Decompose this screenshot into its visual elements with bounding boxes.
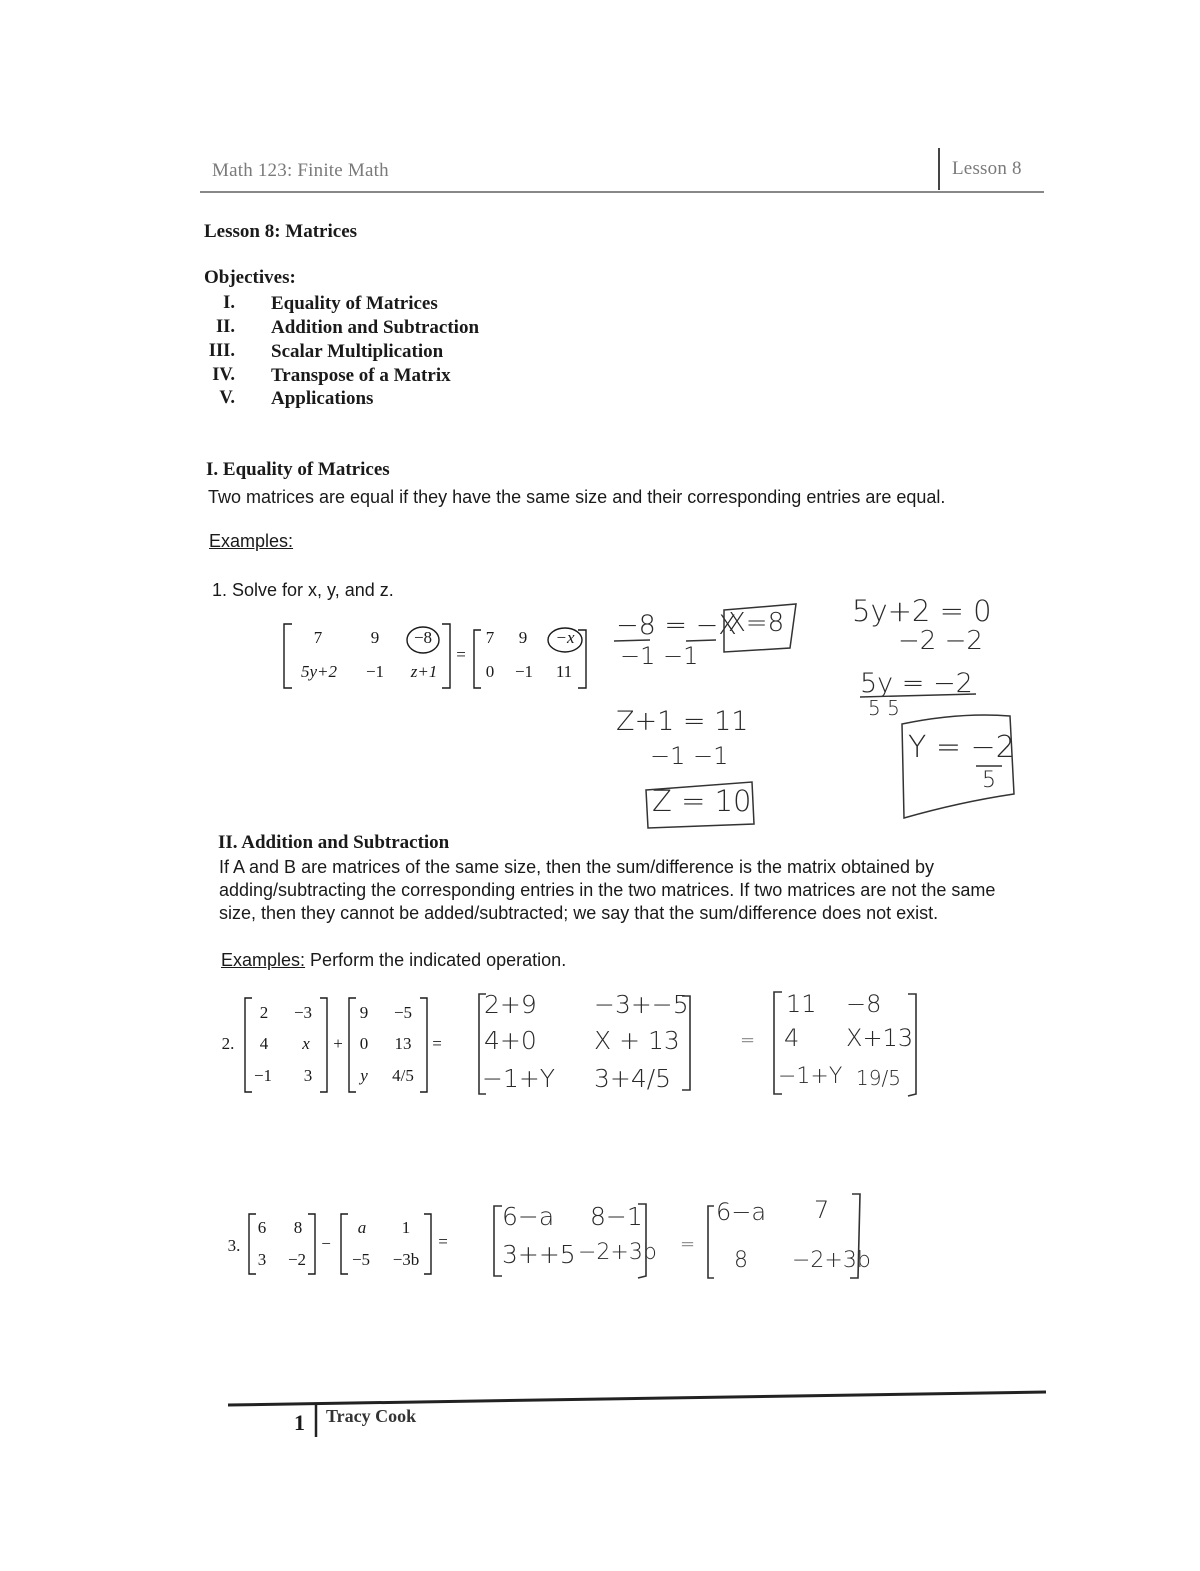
bracket-right xyxy=(308,1214,315,1274)
matrix-cell: −5 xyxy=(393,1003,413,1022)
matrix-cell: 7 xyxy=(313,628,323,647)
section1-heading: I. Equality of Matrices xyxy=(206,459,390,480)
page-number: 1 xyxy=(294,1410,305,1435)
equals-sign: = xyxy=(432,1034,442,1053)
bracket-left xyxy=(494,1206,502,1276)
handwritten-cell: −1+Y xyxy=(778,1064,843,1089)
matrix-cell: 9 xyxy=(370,628,380,647)
bracket-left xyxy=(249,1214,256,1274)
section1-definition: Two matrices are equal if they have the same size and their corresponding entries are equal. xyxy=(208,487,946,507)
bracket-right xyxy=(850,1194,860,1278)
bracket-left xyxy=(245,998,252,1092)
matrix-cell: 7 xyxy=(485,628,495,647)
example-number: 2. xyxy=(221,1034,235,1053)
bracket-right xyxy=(420,998,427,1092)
objectives-heading: Objectives: xyxy=(204,267,296,288)
section2-definition-line3: size, then they cannot be added/subtracted; we say that the sum/difference does not exist. xyxy=(219,903,939,923)
handwritten-cell: 8 xyxy=(734,1248,748,1273)
handwritten-z-equation: Z+1 = 11 xyxy=(616,706,749,737)
section2-examples-label: Examples: xyxy=(221,950,306,970)
circle-mark xyxy=(548,628,582,652)
matrix-cell: 9 xyxy=(518,628,528,647)
handwritten-cell: 2+9 xyxy=(484,990,537,1019)
matrix-cell: 0 xyxy=(485,662,495,681)
matrix-cell: 3 xyxy=(257,1250,267,1269)
matrix-cell: 4 xyxy=(259,1034,269,1053)
section2-examples-text: Perform the indicated operation. xyxy=(305,950,567,970)
handwritten-cell: −2+3b xyxy=(578,1240,657,1265)
matrix-cell: −1 xyxy=(253,1066,273,1085)
section2-definition-line2: adding/subtracting the corresponding entries in the two matrices. If two matrices are not the same xyxy=(219,880,996,900)
handwritten-equals: = xyxy=(680,1234,696,1255)
matrix-cell: −1 xyxy=(365,662,385,681)
matrix-cell: 3 xyxy=(303,1066,313,1085)
bracket-right xyxy=(682,996,690,1090)
handwritten-cell: 8−1 xyxy=(590,1202,643,1231)
handwritten-y-answer-denominator: 5 xyxy=(982,768,996,793)
matrix-cell: −2 xyxy=(287,1250,307,1269)
handwritten-y-subtract: −2 −2 xyxy=(898,626,983,656)
matrix-cell: 4/5 xyxy=(392,1066,414,1085)
matrix-cell: −3 xyxy=(293,1003,313,1022)
lesson-title: Lesson 8: Matrices xyxy=(204,221,358,242)
handwritten-cell: 4+0 xyxy=(484,1026,537,1055)
section1-examples-label: Examples: xyxy=(209,531,294,551)
example-number: 3. xyxy=(227,1236,241,1255)
handwritten-cell: 7 xyxy=(814,1196,830,1224)
matrix-cell-circled: −8 xyxy=(413,628,433,647)
course-title: Math 123: Finite Math xyxy=(212,160,389,181)
minus-sign: − xyxy=(321,1234,331,1253)
answer-box xyxy=(646,782,754,828)
bracket-right xyxy=(908,994,916,1096)
bracket-left xyxy=(284,624,292,688)
bracket-left xyxy=(341,1214,348,1274)
bracket-left xyxy=(708,1206,714,1278)
objective-text: Equality of Matrices xyxy=(271,293,438,314)
bracket-right xyxy=(638,1204,646,1278)
problem1-prompt: 1. Solve for x, y, and z. xyxy=(212,580,394,600)
matrix-cell: 11 xyxy=(555,662,573,681)
lesson-tag: Lesson 8 xyxy=(952,158,1022,179)
bracket-right xyxy=(424,1214,431,1274)
answer-box xyxy=(724,604,796,652)
handwritten-cell: −3+−5 xyxy=(594,990,689,1019)
matrix-cell: z+1 xyxy=(410,662,438,681)
handwritten-y-step: 5y = −2 xyxy=(860,668,973,699)
matrix-cell: 0 xyxy=(359,1034,369,1053)
handwritten-cell: −8 xyxy=(846,990,882,1018)
objective-text: Transpose of a Matrix xyxy=(271,365,451,386)
handwritten-cell: 3++5 xyxy=(502,1240,576,1269)
matrix-cell: −1 xyxy=(514,662,534,681)
matrix-cell: x xyxy=(302,1034,310,1053)
handwritten-y-equation: 5y+2 = 0 xyxy=(852,594,992,628)
handwritten-cell: 11 xyxy=(786,990,817,1018)
bracket-left xyxy=(774,992,782,1094)
objective-text: Applications xyxy=(271,388,374,409)
matrix-cell: 13 xyxy=(394,1034,412,1053)
handwritten-cell: −1+Y xyxy=(482,1064,556,1093)
handwritten-cell: 19/5 xyxy=(856,1066,901,1090)
objective-number: I. xyxy=(223,293,235,313)
author-name: Tracy Cook xyxy=(326,1406,417,1426)
objective-text: Scalar Multiplication xyxy=(271,341,444,362)
equals-sign: = xyxy=(456,645,466,664)
handwritten-cell: X+13 xyxy=(846,1024,914,1052)
handwritten-y-divisor: 5 5 xyxy=(868,696,900,720)
footer-rule xyxy=(228,1392,1046,1405)
handwritten-cell: 4 xyxy=(784,1024,800,1052)
objective-number: III. xyxy=(208,341,235,361)
handwritten-cell: 6−a xyxy=(716,1198,767,1226)
handwritten-x-answer: X=8 xyxy=(728,608,785,638)
bracket-left xyxy=(349,998,356,1092)
matrix-cell-circled: −x xyxy=(555,628,575,647)
handwritten-equals: = xyxy=(740,1030,756,1051)
matrix-cell: −5 xyxy=(351,1250,371,1269)
plus-sign: + xyxy=(333,1034,343,1053)
bracket-left xyxy=(474,630,481,688)
matrix-cell: 5y+2 xyxy=(300,662,338,681)
matrix-cell: 2 xyxy=(259,1003,269,1022)
handwritten-x-equation: −8 = −X xyxy=(616,610,737,641)
matrix-cell: 9 xyxy=(359,1003,369,1022)
matrix-cell: 6 xyxy=(257,1218,267,1237)
equals-sign: = xyxy=(438,1232,448,1251)
matrix-cell: −3b xyxy=(392,1250,420,1269)
fraction-bar xyxy=(860,694,976,697)
handwritten-cell: 6−a xyxy=(502,1202,555,1231)
matrix-cell: y xyxy=(360,1066,368,1085)
section2-definition-line1: If A and B are matrices of the same size, then the sum/difference is the matrix obtained by xyxy=(219,857,935,877)
matrix-cell: 1 xyxy=(401,1218,411,1237)
handwritten-cell: 3+4/5 xyxy=(594,1064,672,1093)
objective-number: V. xyxy=(219,388,235,408)
matrix-cell: 8 xyxy=(293,1218,303,1237)
bracket-right xyxy=(320,998,327,1092)
bracket-left xyxy=(479,994,486,1094)
objective-number: IV. xyxy=(212,365,235,385)
objective-number: II. xyxy=(215,317,235,337)
section2-heading: II. Addition and Subtraction xyxy=(218,832,450,853)
objective-text: Addition and Subtraction xyxy=(271,317,480,338)
fraction-bar xyxy=(614,640,716,641)
handwritten-x-divisor: −1 −1 xyxy=(620,642,699,670)
handwritten-z-answer: Z = 10 xyxy=(652,784,752,818)
handwritten-cell: −2+3b xyxy=(792,1248,871,1273)
matrix-cell: a xyxy=(357,1218,367,1237)
circle-mark xyxy=(407,627,439,653)
bracket-right xyxy=(442,624,450,688)
handwritten-cell: X + 13 xyxy=(594,1026,680,1055)
handwritten-z-subtract: −1 −1 xyxy=(650,742,729,770)
handwritten-y-answer: Y = −2 xyxy=(908,730,1015,765)
